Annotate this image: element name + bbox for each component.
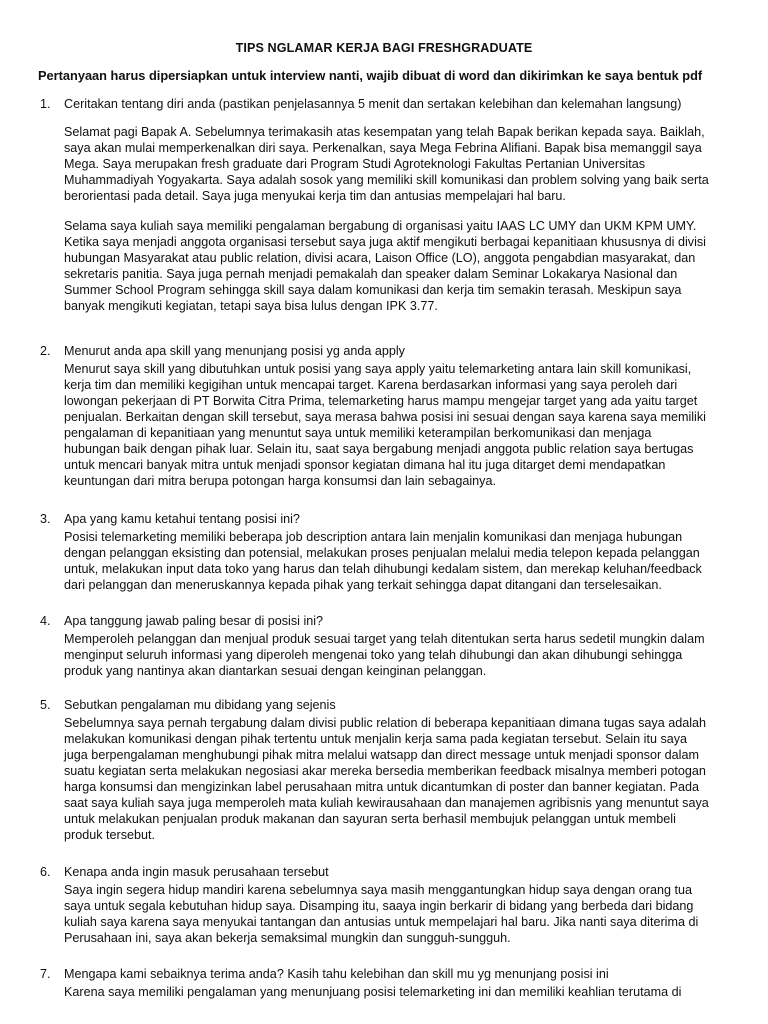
item-question: Mengapa kami sebaiknya terima anda? Kasih tahu kelebihan dan skill mu yg menunjang posisi ini [64, 967, 609, 981]
answer-line: lowongan pekerjaan di PT Borwita Citra Prima, telemarketing harus mampu mengejar target yang ada yaitu target [64, 394, 698, 408]
answer-line: Karena saya memiliki pengalaman yang menunjuang posisi telemarketing ini dan memiliki keahlian terutama di [64, 985, 682, 999]
answer-line: juga berpengalaman menghubungi pihak mitra melalui watsapp dan direct message untuk menjadi sponsor dalam [64, 748, 699, 762]
answer-line: saya untuk segala kebutuhan hidup saya. Disamping itu, saaya ingin berkarir di bidang yang berbeda dari bidang [64, 899, 694, 913]
item-question: Apa yang kamu ketahui tentang posisi ini? [64, 512, 300, 526]
answer-line: dengan pelanggan eksisting dan potensial, melakukan proses penjualan melalui media telepon kepada pelanggan [64, 546, 700, 560]
answer-line: produk tersebut. [64, 828, 156, 842]
answer-block [64, 984, 744, 1000]
item-number: 6. [40, 865, 51, 879]
answer-line: untuk mencari banyak mitra untuk menjadi sponsor kegiatan dimana hal itu juga ditarget demi mendapatkan [64, 458, 666, 472]
answer-line: sekretaris panitia. Saya juga pernah menjadi pemakalah dan speaker dalam Seminar Lokakarya Nasional dan [64, 267, 678, 281]
answer-line: melakukan komunikasi dengan pihak tertentu untuk menjalin kerja sama pada kegiatan tersebut. Selain itu saya [64, 732, 688, 746]
item-number: 5. [40, 698, 51, 712]
answer-line: Menurut saya skill yang dibutuhkan untuk posisi yang saya apply yaitu telemarketing antara lain skill komunikasi, [64, 362, 692, 376]
answer-line: produk yang nantinya akan diantarkan sesuai dengan keinginan pelanggan. [64, 664, 487, 678]
answer-block [64, 715, 744, 843]
answer-line: Selamat pagi Bapak A. Sebelumnya terimakasih atas kesempatan yang telah Bapak berikan kepada saya. Baiklah, [64, 125, 705, 139]
answer-block [64, 882, 744, 946]
answer-line: banyak mengikuti kegiatan, tetapi saya bisa lulus dengan IPK 3.77. [64, 299, 438, 313]
answer-line: penjualan. Berkaitan dengan skill tersebut, saya merasa bahwa posisi ini sesuai dengan saya karena saya memiliki [64, 410, 706, 424]
answer-block [64, 631, 744, 679]
answer-line: menginput seluruh informasi yang diperoleh mengenai toko yang telah dihubungi dan akan dihubungi sehingga [64, 648, 683, 662]
item-number: 3. [40, 512, 51, 526]
item-number: 4. [40, 614, 51, 628]
answer-line: hubungan baik dengan pihak luar. Selain itu, saat saya bergabung menjadi anggota public relation saya bertugas [64, 442, 694, 456]
item-number: 1. [40, 97, 51, 111]
answer-line: pengalaman di kepanitiaan yang menuntut saya untuk memiliki keterampilan berkomunikasi dan menjaga [64, 426, 652, 440]
item-question: Kenapa anda ingin masuk perusahaan tersebut [64, 865, 329, 879]
item-number: 2. [40, 344, 51, 358]
answer-line: hubungan Masyarakat atau public relation, divisi acara, Laison Office (LO), anggota pengabdian masyarakat, dan [64, 251, 696, 265]
answer-paragraph [64, 124, 744, 204]
answer-line: Sebelumnya saya pernah tergabung dalam divisi public relation di beberapa kepanitiaan dimana tugas saya adalah [64, 716, 707, 730]
answer-block [64, 529, 744, 593]
answer-line: untuk, melakukan input data toko yang harus dan telah dihubungi kedalam sistem, dan merekap keluhan/feedback [64, 562, 702, 576]
answer-line: Memperoleh pelanggan dan menjual produk sesuai target yang telah ditentukan serta harus sedetil mungkin dalam [64, 632, 705, 646]
answer-line: Saya ingin segera hidup mandiri karena sebelumnya saya masih menggantungkan hidup saya dengan orang tua [64, 883, 693, 897]
answer-line: dari pelanggan dan meneruskannya kepada pihak yang terkait sehingga dapat ditangani dan terselesaikan. [64, 578, 662, 592]
answer-line: Posisi telemarketing memiliki beberapa job description antara lain menjalin komunikasi dan menjaga hubungan [64, 530, 683, 544]
answer-line: Perusahaan ini, saya akan bekerja semaksimal mungkin dan sungguh-sungguh. [64, 931, 511, 945]
answer-line: keuntungan dari mitra berupa potongan harga konsumsi dan lain sebagainya. [64, 474, 496, 488]
answer-line: untuk melakukan penjualan produk makanan dan sayuran serta berhasil membujuk pelanggan untuk membeli [64, 812, 676, 826]
item-question: Apa tanggung jawab paling besar di posisi ini? [64, 614, 324, 628]
document-title: TIPS NGLAMAR KERJA BAGI FRESHGRADUATE [235, 41, 533, 55]
answer-line: kuliah saya karena saya menyukai tantangan dan antusias untuk mempelajari hal baru. Jika nanti saya diterima di [64, 915, 699, 929]
document-subtitle: Pertanyaan harus dipersiapkan untuk interview nanti, wajib dibuat di word dan dikirimkan ke saya bentuk pdf [38, 68, 703, 83]
answer-line: Selama saya kuliah saya memiliki pengalaman bergabung di organisasi yaitu IAAS LC UMY dan UKM KPM UMY. [64, 219, 697, 233]
answer-line: harga konsumsi dan mengizinkan label perusahaan mitra untuk dicantumkan di poster dan banner kegiatan. Pada [64, 780, 699, 794]
answer-line: Muhammadiyah Yogyakarta. Saya adalah sosok yang memiliki skill komunikasi dan problem solving yang baik serta [64, 173, 709, 187]
answer-line: berorientasi pada detail. Saya juga menyukai kerja tim dan antusias mempelajari hal baru. [64, 189, 566, 203]
answer-block [64, 361, 744, 489]
answer-line: Ketika saya menjadi anggota organisasi tersebut saya juga aktif mengikuti berbagai kepanitiaan khususnya di divisi [64, 235, 706, 249]
answer-line: saya akan mulai memperkenalkan diri saya. Perkenalkan, saya Mega Febrina Alifiani. Bapak bisa memanggil saya [64, 141, 702, 155]
answer-line: suatu kegiatan serta melakukan negosiasi akar mereka bersedia memberikan feedback misalnya memberi potogan [64, 764, 706, 778]
answer-line: Mega. Saya merupakan fresh graduate dari Program Studi Agroteknologi Fakultas Pertanian Universitas [64, 157, 646, 171]
item-number: 7. [40, 967, 51, 981]
answer-line: saat saya kuliah saya juga memperoleh mata kuliah kewirausahaan dan manajemen agribisnis yang menuntut saya [64, 796, 709, 810]
item-question: Ceritakan tentang diri anda (pastikan penjelasannya 5 menit dan sertakan kelebihan dan kelemahan langsung) [64, 97, 682, 111]
item-question: Menurut anda apa skill yang menunjang posisi yg anda apply [64, 344, 405, 358]
answer-line: kerja tim dan memiliki kegigihan untuk mencapai target. Karena berdasarkan informasi yang saya peroleh dari [64, 378, 678, 392]
item-question: Sebutkan pengalaman mu dibidang yang sejenis [64, 698, 336, 712]
answer-line: Summer School Program sehingga skill saya dalam komunikasi dan kerja tim semakin terasah. Meskipun saya [64, 283, 682, 297]
answer-paragraph [64, 218, 744, 314]
